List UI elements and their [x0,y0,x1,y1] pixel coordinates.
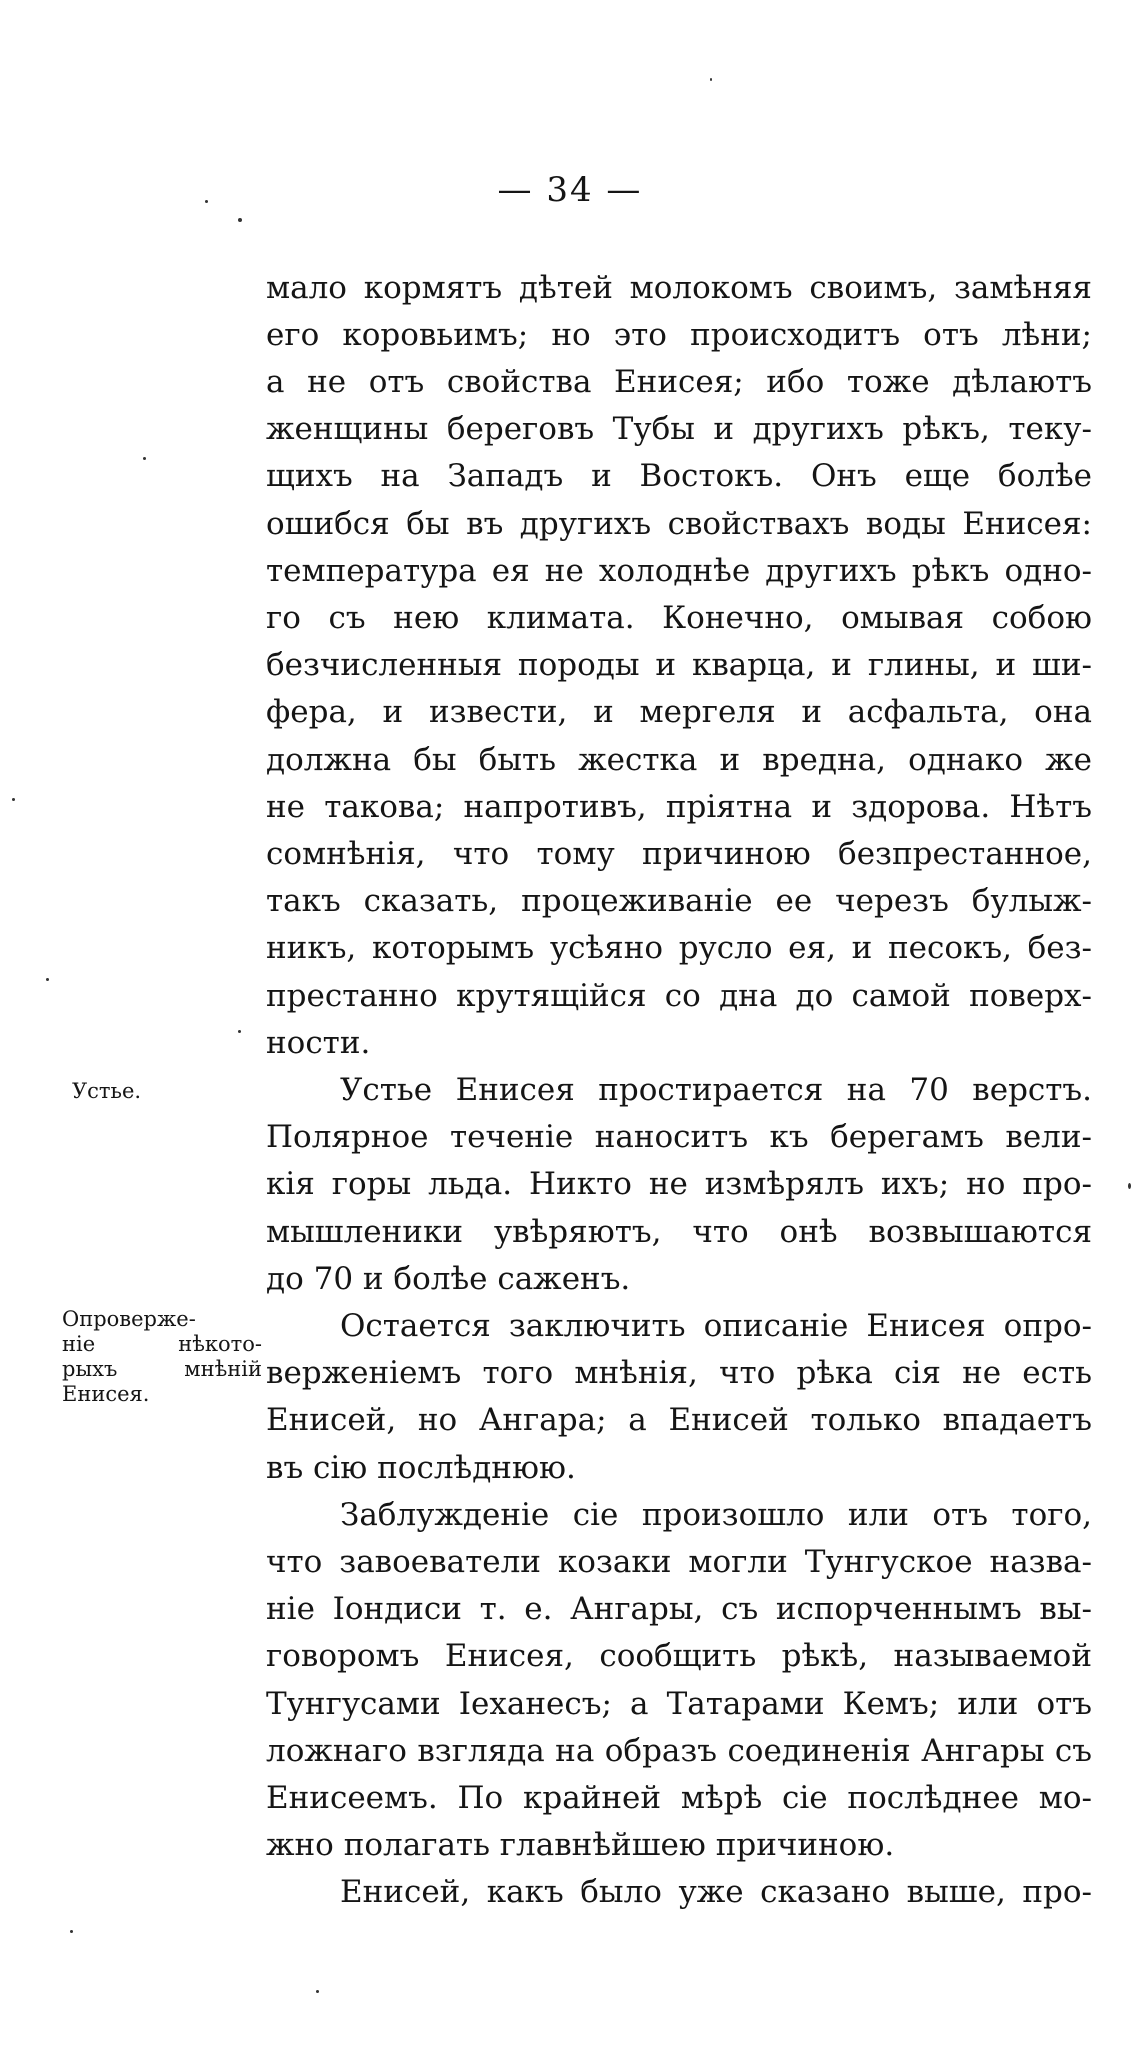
text-line: безчисленныя породы и кварца, и глины, и ши- [266,647,1092,683]
margin-note-refutation [62,1307,262,1407]
margin-note-line: рыхъ мнѣній [62,1357,262,1381]
margin-note-line: Опроверже- [62,1307,196,1331]
text-line: женщины береговъ Тубы и другихъ рѣкъ, теку- [266,411,1092,447]
text-line: что завоеватели козаки могли Тунгуское назва- [266,1544,1092,1580]
text-line: ности. [266,1025,371,1061]
text-line: мышленики увѣряютъ, что онѣ возвышаются [266,1214,1092,1250]
print-speck [143,457,146,460]
print-speck [12,798,15,801]
print-speck [1128,1183,1131,1189]
text-line: мало кормятъ дѣтей молокомъ своимъ, замѣняя [266,270,1092,306]
page-number: — 34 — [497,170,643,210]
text-line: щихъ на Западъ и Востокъ. Онъ еще болѣе [266,458,1092,494]
print-speck [46,978,49,981]
text-line: сомнѣнія, что тому причиною безпрестанное, [266,836,1092,872]
text-line: не такова; напротивъ, пріятна и здорова. Нѣтъ [266,789,1092,825]
text-line: такъ сказать, процеживаніе ее черезъ булыж- [266,883,1092,919]
text-line: Енисей, но Ангара; а Енисей только впадаетъ [266,1402,1092,1438]
print-speck [238,218,242,222]
margin-note-line: Енисея. [62,1382,150,1406]
text-line: Полярное теченіе наноситъ къ берегамъ вели- [266,1119,1092,1155]
text-line: престанно крутящійся со дна до самой поверх- [266,978,1092,1014]
text-line: жно полагать главнѣйшею причиною. [266,1827,895,1863]
text-line: фера, и извести, и мергеля и асфальта, она [266,694,1092,730]
text-line: Енисеемъ. По крайней мѣрѣ сіе послѣднее мо- [266,1780,1092,1816]
print-speck [710,78,712,81]
text-line: должна бы быть жестка и вредна, однако же [266,742,1092,778]
text-line: Устье Енисея простирается на 70 верстъ. [340,1072,1092,1108]
margin-note-mouth: Устье. [72,1079,142,1103]
print-speck [238,1030,241,1033]
text-line: а не отъ свойства Енисея; ибо тоже дѣлаютъ [266,364,1092,400]
text-line: го съ нею климата. Конечно, омывая собою [266,600,1092,636]
margin-note-line: ніе нѣкото- [62,1332,262,1356]
text-line: въ сію послѣднюю. [266,1450,576,1486]
print-speck [70,1930,73,1933]
text-line: Тунгусами Іеханесъ; а Татарами Кемъ; или отъ [266,1686,1092,1722]
text-line: его коровьимъ; но это происходитъ отъ лѣни; [266,317,1092,353]
text-line: до 70 и болѣе саженъ. [266,1261,631,1297]
text-line: ніе Іондиси т. е. Ангары, съ испорченнымъ вы- [266,1591,1092,1627]
text-line: ложнаго взгляда на образъ соединенія Ангары съ [266,1733,1092,1769]
text-line: ошибся бы въ другихъ свойствахъ воды Енисея: [266,506,1092,542]
print-speck [205,200,208,203]
text-line: Остается заключить описаніе Енисея опро- [340,1308,1092,1344]
text-line: Енисей, какъ было уже сказано выше, про- [340,1874,1092,1910]
text-line: говоромъ Енисея, сообщить рѣкѣ, называемой [266,1638,1092,1674]
text-line: Заблужденіе сіе произошло или отъ того, [340,1497,1092,1533]
text-line: верженіемъ того мнѣнія, что рѣка сія не есть [266,1355,1092,1391]
text-line: никъ, которымъ усѣяно русло ея, и песокъ, без- [266,930,1092,966]
text-line: температура ея не холоднѣе другихъ рѣкъ одно- [266,553,1092,589]
print-speck [316,1990,319,1993]
text-line: кія горы льда. Никто не измѣрялъ ихъ; но про- [266,1166,1092,1202]
